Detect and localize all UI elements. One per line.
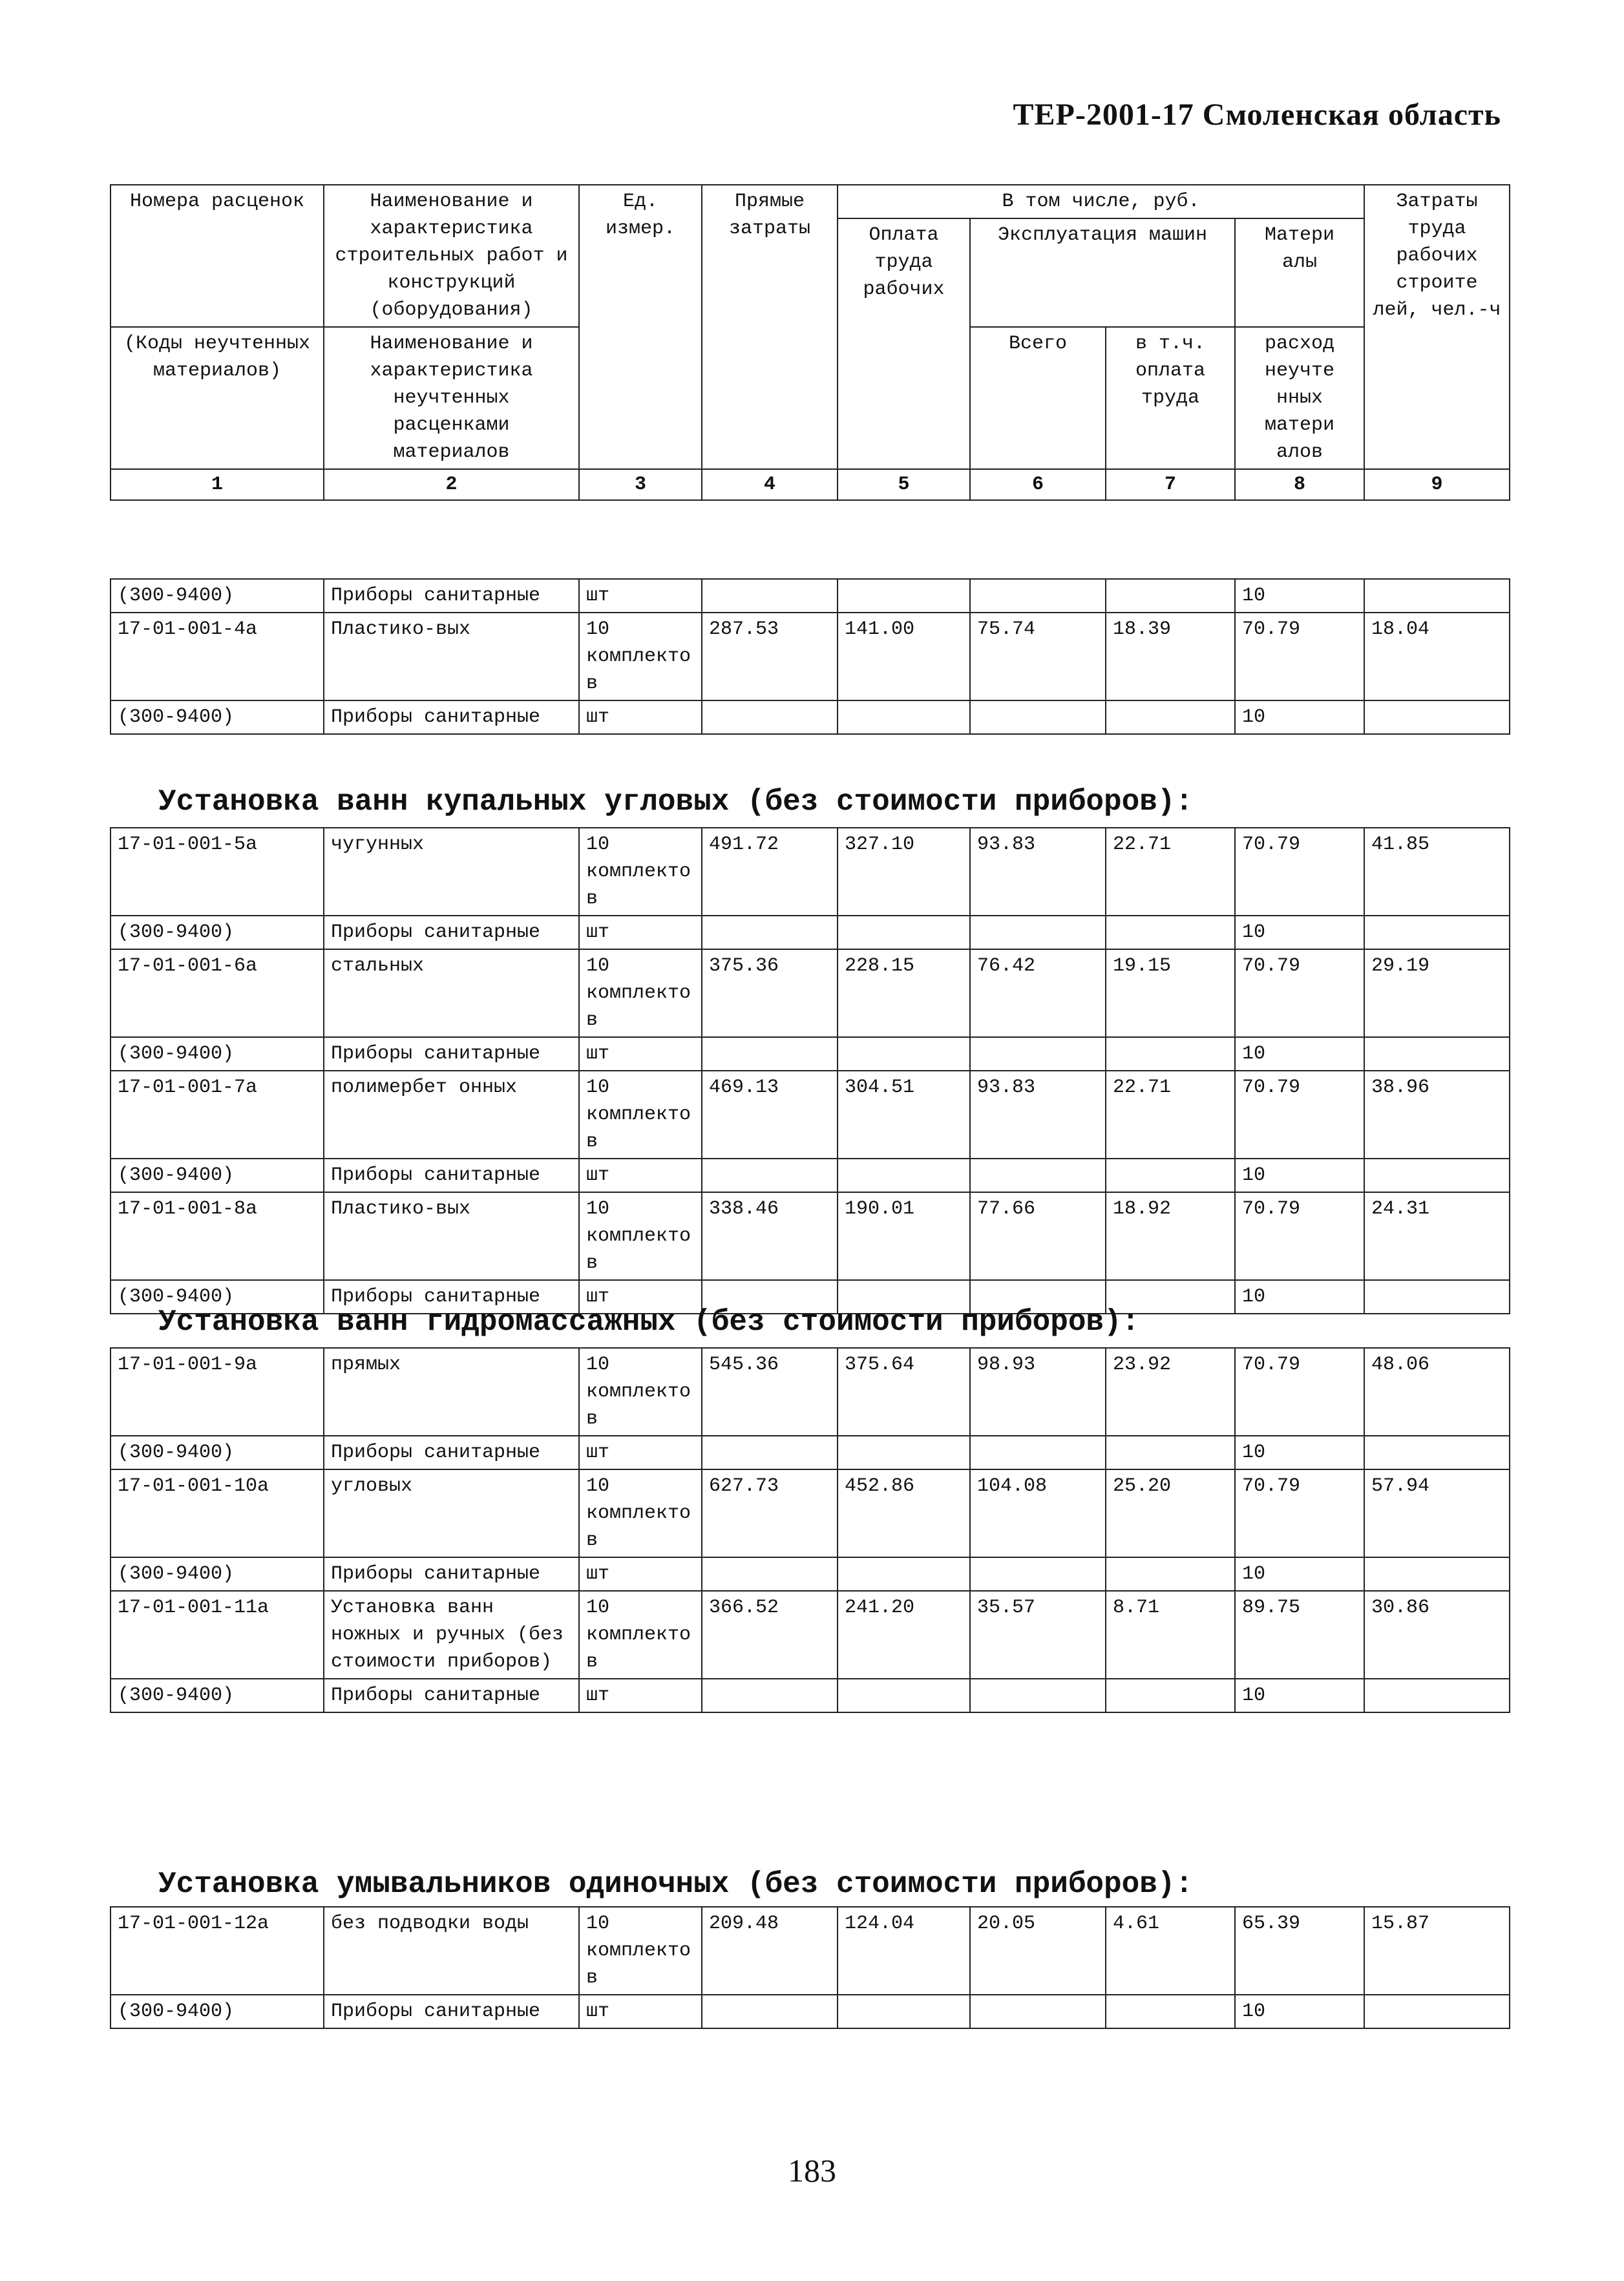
table-row xyxy=(111,579,1510,613)
direct-cost: 491.72 xyxy=(702,828,838,916)
rate-code: (300-9400) xyxy=(111,579,324,613)
rate-code: 17-01-001-7а xyxy=(111,1071,324,1159)
unit: 10 комплектов xyxy=(579,1071,702,1159)
rate-code: 17-01-001-12а xyxy=(111,1907,324,1995)
machines-labor-cost xyxy=(1106,1557,1235,1591)
unit: шт xyxy=(579,1995,702,2028)
machines-cost: 77.66 xyxy=(970,1192,1106,1280)
column-number: 2 xyxy=(324,469,579,500)
machines-labor-cost: 22.71 xyxy=(1106,828,1235,916)
machines-labor-cost xyxy=(1106,1679,1235,1712)
direct-cost xyxy=(702,579,838,613)
unit: 10 комплектов xyxy=(579,949,702,1037)
machines-cost: 76.42 xyxy=(970,949,1106,1037)
labor-cost xyxy=(838,1159,970,1192)
labor-hours xyxy=(1364,1037,1510,1071)
unit: 10 комплектов xyxy=(579,1591,702,1679)
header-labor-hours: Затраты труда рабочих строите лей, чел.-ч xyxy=(1364,185,1510,469)
item-name: без подводки воды xyxy=(324,1907,579,1995)
machines-labor-cost: 18.92 xyxy=(1106,1192,1235,1280)
labor-hours xyxy=(1364,916,1510,949)
table-row xyxy=(111,1557,1510,1591)
labor-cost: 228.15 xyxy=(838,949,970,1037)
machines-labor-cost: 23.92 xyxy=(1106,1348,1235,1436)
rate-code: (300-9400) xyxy=(111,1557,324,1591)
header-unrecorded-name: Наименование и характеристика неучтенных расценками материалов xyxy=(324,327,579,469)
item-name: Пластико-вых xyxy=(324,613,579,700)
item-name: Приборы санитарные xyxy=(324,579,579,613)
labor-hours: 24.31 xyxy=(1364,1192,1510,1280)
item-name: Приборы санитарные xyxy=(324,1037,579,1071)
materials: 65.39 xyxy=(1235,1907,1364,1995)
rate-code: (300-9400) xyxy=(111,1280,324,1314)
labor-hours: 29.19 xyxy=(1364,949,1510,1037)
rate-code: 17-01-001-8а xyxy=(111,1192,324,1280)
unit: шт xyxy=(579,916,702,949)
rate-code: (300-9400) xyxy=(111,1436,324,1469)
materials: 10 xyxy=(1235,1557,1364,1591)
unit: шт xyxy=(579,1159,702,1192)
unit: шт xyxy=(579,579,702,613)
document-title: ТЕР-2001-17 Смоленская область xyxy=(1013,98,1501,132)
item-name: Приборы санитарные xyxy=(324,1436,579,1469)
header-machines: Эксплуатация машин xyxy=(970,218,1235,327)
rate-code: 17-01-001-5а xyxy=(111,828,324,916)
table-row xyxy=(111,1071,1510,1159)
table-row xyxy=(111,1591,1510,1679)
unit: шт xyxy=(579,1037,702,1071)
table-row xyxy=(111,1679,1510,1712)
header-machines-labor: в т.ч. оплата труда xyxy=(1106,327,1235,469)
labor-cost: 452.86 xyxy=(838,1469,970,1557)
labor-cost xyxy=(838,1995,970,2028)
machines-cost xyxy=(970,579,1106,613)
header-unrecorded-codes: (Коды неучтенных материалов) xyxy=(111,327,324,469)
table-row xyxy=(111,1469,1510,1557)
item-name: Приборы санитарные xyxy=(324,700,579,734)
table-row xyxy=(111,949,1510,1037)
rates-table-4 xyxy=(110,1906,1510,2029)
materials: 70.79 xyxy=(1235,949,1364,1037)
direct-cost: 287.53 xyxy=(702,613,838,700)
direct-cost xyxy=(702,700,838,734)
rates-table-3 xyxy=(110,1347,1510,1713)
unit: шт xyxy=(579,1436,702,1469)
header-codes: Номера расценок xyxy=(111,185,324,327)
labor-hours xyxy=(1364,1159,1510,1192)
direct-cost xyxy=(702,1037,838,1071)
header-machines-total: Всего xyxy=(970,327,1106,469)
machines-cost: 93.83 xyxy=(970,828,1106,916)
materials: 10 xyxy=(1235,1679,1364,1712)
machines-cost: 20.05 xyxy=(970,1907,1106,1995)
item-name: полимербет онных xyxy=(324,1071,579,1159)
labor-cost: 124.04 xyxy=(838,1907,970,1995)
materials: 10 xyxy=(1235,700,1364,734)
unit: шт xyxy=(579,1557,702,1591)
section-heading-corner-baths: Установка ванн купальных угловых (без стоимости приборов): xyxy=(158,785,1194,819)
labor-hours: 15.87 xyxy=(1364,1907,1510,1995)
labor-cost xyxy=(838,1557,970,1591)
machines-cost xyxy=(970,1436,1106,1469)
direct-cost: 366.52 xyxy=(702,1591,838,1679)
machines-labor-cost: 22.71 xyxy=(1106,1071,1235,1159)
machines-labor-cost xyxy=(1106,1436,1235,1469)
machines-cost xyxy=(970,1557,1106,1591)
rate-code: (300-9400) xyxy=(111,1037,324,1071)
materials: 70.79 xyxy=(1235,828,1364,916)
header-labor: Оплата труда рабочих xyxy=(838,218,970,469)
column-number: 3 xyxy=(579,469,702,500)
labor-cost xyxy=(838,1037,970,1071)
rate-code: 17-01-001-6а xyxy=(111,949,324,1037)
column-number: 8 xyxy=(1235,469,1364,500)
unit: шт xyxy=(579,1679,702,1712)
machines-labor-cost: 19.15 xyxy=(1106,949,1235,1037)
unit: 10 комплектов xyxy=(579,1192,702,1280)
materials: 70.79 xyxy=(1235,1469,1364,1557)
materials: 70.79 xyxy=(1235,1348,1364,1436)
direct-cost: 627.73 xyxy=(702,1469,838,1557)
machines-cost xyxy=(970,700,1106,734)
labor-cost xyxy=(838,916,970,949)
rate-code: (300-9400) xyxy=(111,700,324,734)
item-name: стальных xyxy=(324,949,579,1037)
column-numbers-row xyxy=(111,469,1510,500)
direct-cost: 209.48 xyxy=(702,1907,838,1995)
table-row xyxy=(111,613,1510,700)
column-number: 5 xyxy=(838,469,970,500)
rate-code: (300-9400) xyxy=(111,916,324,949)
table-row xyxy=(111,1348,1510,1436)
materials: 10 xyxy=(1235,1995,1364,2028)
item-name: Приборы санитарные xyxy=(324,1995,579,2028)
item-name: Пластико-вых xyxy=(324,1192,579,1280)
direct-cost: 375.36 xyxy=(702,949,838,1037)
materials: 10 xyxy=(1235,579,1364,613)
rate-code: (300-9400) xyxy=(111,1679,324,1712)
rate-code: (300-9400) xyxy=(111,1995,324,2028)
direct-cost xyxy=(702,1436,838,1469)
machines-labor-cost xyxy=(1106,1995,1235,2028)
machines-labor-cost xyxy=(1106,579,1235,613)
direct-cost: 545.36 xyxy=(702,1348,838,1436)
labor-cost: 327.10 xyxy=(838,828,970,916)
labor-cost xyxy=(838,579,970,613)
rate-code: 17-01-001-10а xyxy=(111,1469,324,1557)
unit: 10 комплектов xyxy=(579,1469,702,1557)
table-row xyxy=(111,1192,1510,1280)
item-name: чугунных xyxy=(324,828,579,916)
rates-table-2 xyxy=(110,827,1510,1314)
column-number: 9 xyxy=(1364,469,1510,500)
direct-cost xyxy=(702,1159,838,1192)
machines-cost xyxy=(970,1679,1106,1712)
rate-code: (300-9400) xyxy=(111,1159,324,1192)
materials: 70.79 xyxy=(1235,613,1364,700)
labor-hours xyxy=(1364,1436,1510,1469)
machines-labor-cost xyxy=(1106,916,1235,949)
item-name: прямых xyxy=(324,1348,579,1436)
column-number: 7 xyxy=(1106,469,1235,500)
labor-hours: 38.96 xyxy=(1364,1071,1510,1159)
item-name: угловых xyxy=(324,1469,579,1557)
machines-labor-cost: 18.39 xyxy=(1106,613,1235,700)
machines-cost xyxy=(970,1995,1106,2028)
materials: 10 xyxy=(1235,1037,1364,1071)
rate-code: 17-01-001-9а xyxy=(111,1348,324,1436)
machines-labor-cost xyxy=(1106,1159,1235,1192)
labor-hours xyxy=(1364,1557,1510,1591)
table-row xyxy=(111,1907,1510,1995)
labor-cost xyxy=(838,700,970,734)
table-row xyxy=(111,916,1510,949)
header-unrecorded-materials: расход неучте нных матери алов xyxy=(1235,327,1364,469)
machines-cost: 35.57 xyxy=(970,1591,1106,1679)
labor-cost xyxy=(838,1436,970,1469)
rates-table-1 xyxy=(110,578,1510,735)
direct-cost xyxy=(702,916,838,949)
table-row xyxy=(111,700,1510,734)
header-materials: Матери алы xyxy=(1235,218,1364,327)
labor-cost xyxy=(838,1679,970,1712)
labor-hours xyxy=(1364,1679,1510,1712)
table-row xyxy=(111,1037,1510,1071)
materials: 10 xyxy=(1235,916,1364,949)
machines-labor-cost: 4.61 xyxy=(1106,1907,1235,1995)
table-row xyxy=(111,1159,1510,1192)
item-name: Приборы санитарные xyxy=(324,1159,579,1192)
direct-cost: 338.46 xyxy=(702,1192,838,1280)
direct-cost xyxy=(702,1995,838,2028)
unit: 10 комплектов xyxy=(579,613,702,700)
item-name: Установка ванн ножных и ручных (без стоимости приборов) xyxy=(324,1591,579,1679)
labor-cost: 141.00 xyxy=(838,613,970,700)
table-row xyxy=(111,1436,1510,1469)
materials: 10 xyxy=(1235,1436,1364,1469)
machines-cost xyxy=(970,916,1106,949)
section-heading-washbasins: Установка умывальников одиночных (без стоимости приборов): xyxy=(158,1867,1194,1901)
unit: 10 комплектов xyxy=(579,1348,702,1436)
direct-cost: 469.13 xyxy=(702,1071,838,1159)
section-heading-hydromassage-baths: Установка ванн гидромассажных (без стоимости приборов): xyxy=(158,1305,1140,1339)
labor-hours xyxy=(1364,579,1510,613)
labor-hours xyxy=(1364,700,1510,734)
unit: шт xyxy=(579,700,702,734)
labor-cost: 190.01 xyxy=(838,1192,970,1280)
labor-hours: 48.06 xyxy=(1364,1348,1510,1436)
header-including: В том числе, руб. xyxy=(838,185,1364,218)
materials: 70.79 xyxy=(1235,1071,1364,1159)
page-number: 183 xyxy=(788,2152,836,2189)
column-number: 1 xyxy=(111,469,324,500)
materials: 10 xyxy=(1235,1280,1364,1314)
item-name: Приборы санитарные xyxy=(324,916,579,949)
header-unit: Ед. измер. xyxy=(579,185,702,469)
column-number: 6 xyxy=(970,469,1106,500)
unit: 10 комплектов xyxy=(579,828,702,916)
direct-cost xyxy=(702,1557,838,1591)
unit: 10 комплектов xyxy=(579,1907,702,1995)
labor-hours: 18.04 xyxy=(1364,613,1510,700)
column-number: 4 xyxy=(702,469,838,500)
machines-cost: 75.74 xyxy=(970,613,1106,700)
labor-cost: 241.20 xyxy=(838,1591,970,1679)
header-name: Наименование и характеристика строительных работ и конструкций (оборудования) xyxy=(324,185,579,327)
table-row xyxy=(111,1995,1510,2028)
direct-cost xyxy=(702,1679,838,1712)
machines-cost: 104.08 xyxy=(970,1469,1106,1557)
labor-cost: 375.64 xyxy=(838,1348,970,1436)
machines-labor-cost xyxy=(1106,700,1235,734)
labor-hours: 30.86 xyxy=(1364,1591,1510,1679)
machines-labor-cost xyxy=(1106,1037,1235,1071)
machines-cost xyxy=(970,1037,1106,1071)
materials: 70.79 xyxy=(1235,1192,1364,1280)
unit: шт xyxy=(579,1280,702,1314)
labor-hours xyxy=(1364,1995,1510,2028)
materials: 89.75 xyxy=(1235,1591,1364,1679)
machines-cost: 93.83 xyxy=(970,1071,1106,1159)
labor-hours xyxy=(1364,1280,1510,1314)
item-name: Приборы санитарные xyxy=(324,1679,579,1712)
machines-cost xyxy=(970,1159,1106,1192)
table-row xyxy=(111,828,1510,916)
header-direct: Прямые затраты xyxy=(702,185,838,469)
labor-hours: 57.94 xyxy=(1364,1469,1510,1557)
materials: 10 xyxy=(1235,1159,1364,1192)
item-name: Приборы санитарные xyxy=(324,1557,579,1591)
machines-cost: 98.93 xyxy=(970,1348,1106,1436)
item-name: Приборы санитарные xyxy=(324,1280,579,1314)
machines-labor-cost: 8.71 xyxy=(1106,1591,1235,1679)
rate-code: 17-01-001-4а xyxy=(111,613,324,700)
rate-code: 17-01-001-11а xyxy=(111,1591,324,1679)
header-table xyxy=(110,184,1510,501)
machines-labor-cost: 25.20 xyxy=(1106,1469,1235,1557)
labor-hours: 41.85 xyxy=(1364,828,1510,916)
labor-cost: 304.51 xyxy=(838,1071,970,1159)
